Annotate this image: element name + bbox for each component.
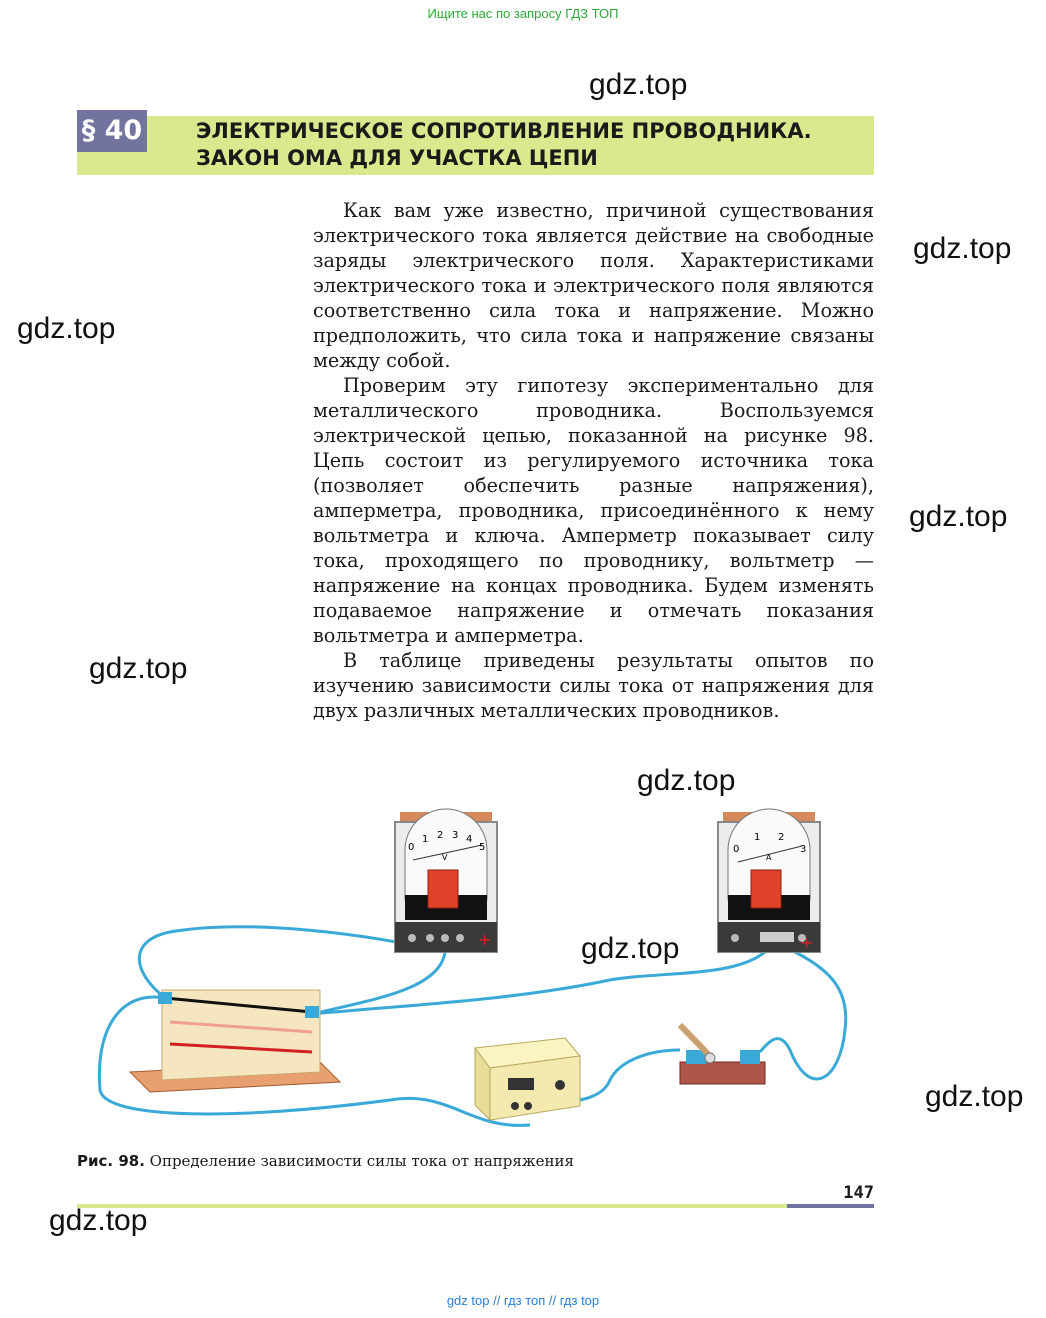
ammeter (718, 809, 820, 952)
page-number: 147 (843, 1183, 874, 1203)
voltmeter-scale: 1 (422, 834, 429, 845)
ammeter-plus: + (800, 933, 814, 952)
voltmeter-scale: 2 (437, 830, 444, 841)
paragraph: В таблице приведены результаты опытов по изучению зависимости силы тока от напряжения для двух различных металлических проводников. (313, 649, 874, 722)
voltmeter-scale: 0 (408, 842, 415, 853)
footer-rule (77, 1204, 787, 1208)
section-title-line2: ЗАКОН ОМА ДЛЯ УЧАСТКА ЦЕПИ (196, 146, 598, 170)
voltmeter-unit: V (442, 853, 448, 862)
watermark: gdz.top (49, 1204, 148, 1237)
voltmeter (395, 809, 497, 952)
watermark: gdz.top (925, 1080, 1024, 1113)
section-number: § 40 (77, 110, 147, 152)
watermark: gdz.top (637, 764, 736, 797)
ammeter-unit: A (766, 853, 772, 862)
top-banner[interactable]: Ищите нас по запросу ГДЗ ТОП (427, 6, 619, 21)
switch-key (680, 1025, 765, 1084)
caption-text: Определение зависимости силы тока от напряжения (144, 1152, 575, 1170)
conductor-board (130, 990, 340, 1092)
section-title (196, 118, 866, 172)
paragraph: Проверим эту гипотезу экспериментально для металлического проводника. Воспользуемся электрической цепью, показанной на рисунке 98. Цепь состоит из регулируемого источника тока (позволяет обеспечить разные напряжения), амперметра, проводника, присоединённого к нему вольтметра и ключа. Амперметр показывает силу тока, проходящего по проводнику, вольтметр — напряжение на концах проводника. Будем изменять подаваемое напряжение и отмечать показания вольтметра и амперметра. (313, 374, 874, 647)
ammeter-scale: 2 (778, 832, 785, 843)
voltmeter-scale: 4 (466, 834, 473, 845)
watermark: gdz.top (581, 932, 680, 965)
ammeter-scale: 0 (733, 844, 740, 855)
figure-caption (77, 1152, 877, 1170)
voltmeter-plus: + (478, 930, 492, 949)
watermark: gdz.top (913, 232, 1012, 265)
paragraph: Как вам уже известно, причиной существования электрического тока является действие на свободные заряды электрического поля. Характеристиками электрического тока и электрического поля являются соответственно сила тока и напряжение. Можно предположить, что сила тока и напряжение связаны между собой. (313, 199, 874, 372)
bottom-banner[interactable]: gdz top // гдз топ // гдз top (446, 1293, 600, 1308)
ammeter-scale: 3 (800, 844, 807, 855)
footer-rule-accent (787, 1204, 874, 1208)
voltmeter-scale: 3 (452, 830, 459, 841)
circuit-figure (90, 800, 870, 1150)
section-title-line1: ЭЛЕКТРИЧЕСКОЕ СОПРОТИВЛЕНИЕ ПРОВОДНИКА. (196, 119, 812, 143)
watermark: gdz.top (589, 68, 688, 101)
watermark: gdz.top (89, 652, 188, 685)
caption-label: Рис. 98. (77, 1152, 145, 1170)
power-supply (475, 1038, 580, 1120)
watermark: gdz.top (909, 500, 1008, 533)
body-text (313, 198, 874, 723)
ammeter-scale: 1 (754, 832, 761, 843)
voltmeter-scale: 5 (479, 842, 486, 853)
watermark: gdz.top (17, 312, 116, 345)
